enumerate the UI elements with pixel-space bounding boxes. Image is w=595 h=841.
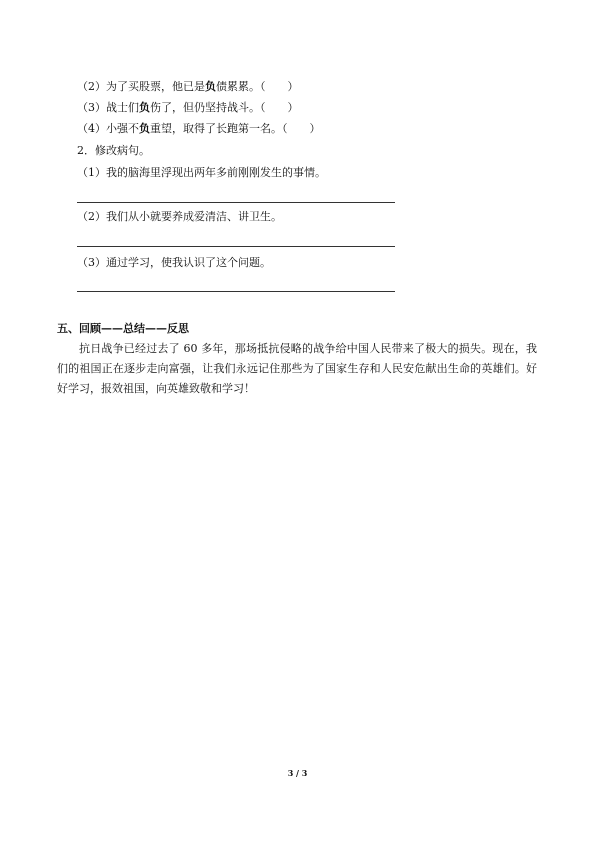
answer-line-2 (77, 246, 395, 247)
exercise2-heading: 2．修改病句。 (77, 144, 150, 157)
section5-title: 五、回顾——总结——反思 (57, 322, 189, 335)
item-prefix: （3）战士们 (77, 101, 139, 114)
exercise2-item-2: （2）我们从小就要养成爱清洁、讲卫生。 (77, 210, 282, 223)
highlighted-char: 负 (139, 122, 150, 135)
item-suffix: 债累累。（ ） (216, 80, 299, 93)
exercise1-item-2 (77, 80, 299, 94)
item-prefix: （2）为了买股票，他已是 (77, 80, 205, 93)
exercise2-item-1: （1）我的脑海里浮现出两年多前刚刚发生的事情。 (77, 166, 326, 179)
answer-line-3 (77, 291, 395, 292)
answer-line-1 (77, 202, 395, 203)
highlighted-char: 负 (205, 80, 216, 93)
page-number: 3 / 3 (287, 768, 308, 778)
exercise1-item-4 (77, 122, 321, 136)
item-prefix: （4）小强不 (77, 122, 139, 135)
exercise2-item-3: （3）通过学习，使我认识了这个问题。 (77, 256, 271, 269)
highlighted-char: 负 (139, 101, 150, 114)
item-suffix: 伤了，但仍坚持战斗。（ ） (150, 101, 299, 114)
exercise1-item-3 (77, 101, 299, 115)
section5-paragraph: 抗日战争已经过去了 60 多年，那场抵抗侵略的战争给中国人民带来了极大的损失。现在，我们的祖国正在逐步走向富强，让我们永远记住那些为了国家生存和人民安危献出生命的英雄们。好好学习，报效祖国，向英雄致敬和学习！ (57, 342, 537, 395)
item-suffix: 重望，取得了长跑第一名。（ ） (150, 122, 321, 135)
